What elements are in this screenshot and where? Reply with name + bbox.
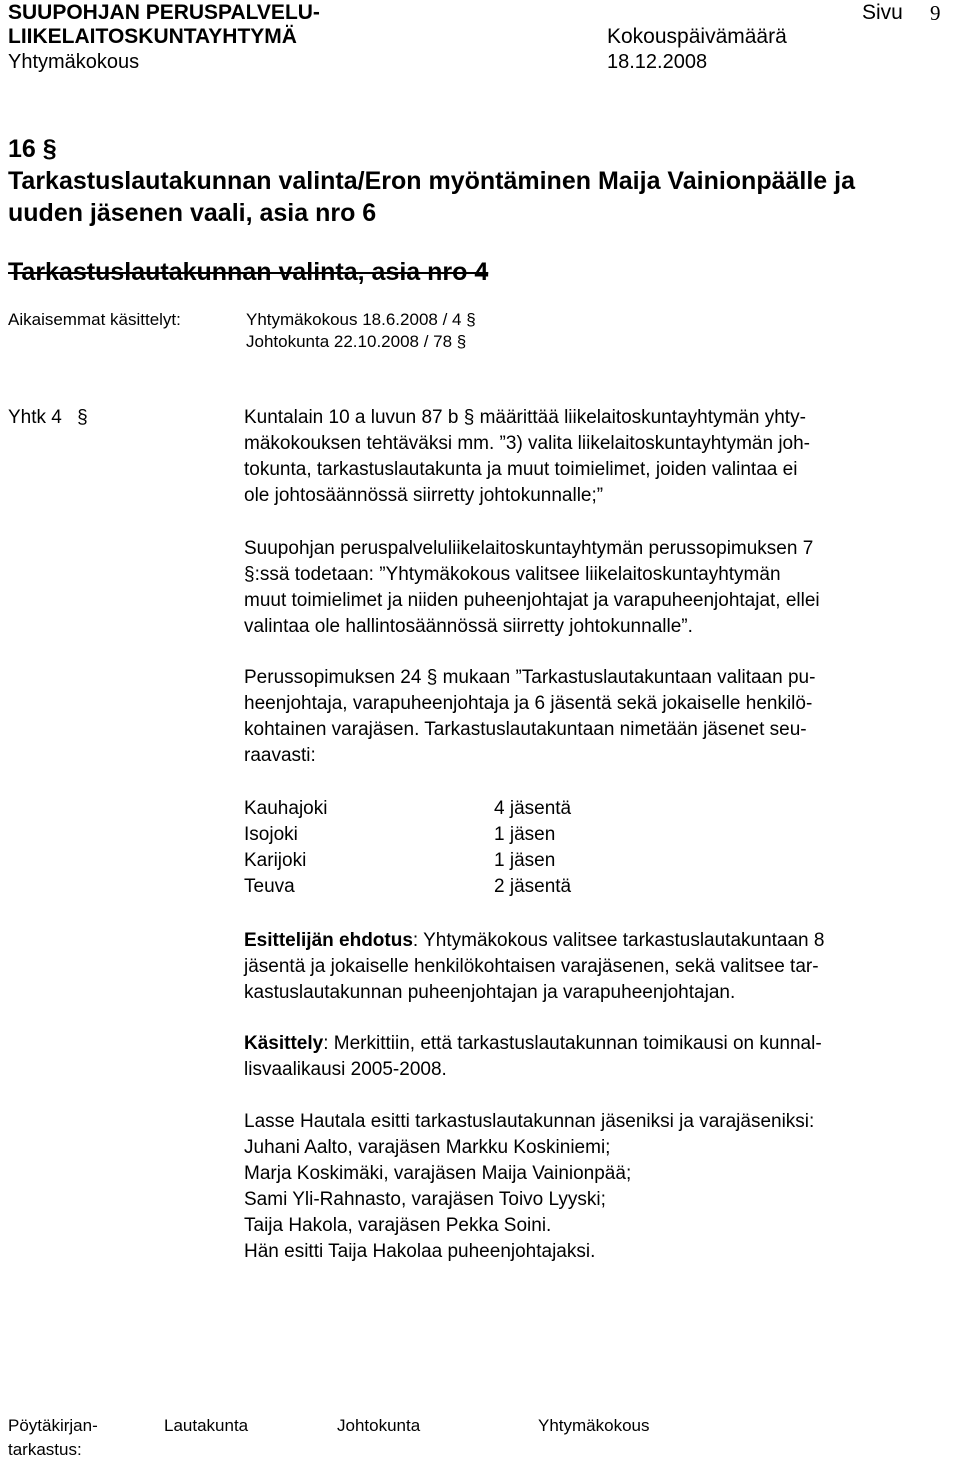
- section-sign-icon: §: [463, 407, 475, 428]
- allocation-municipality: Karijoki: [244, 850, 307, 871]
- section-sign-icon: §: [456, 332, 467, 351]
- section-sign-icon: §: [426, 667, 438, 688]
- allocation-count: 1 jäsen: [494, 850, 556, 871]
- handling-label: Käsittely: [244, 1033, 324, 1054]
- text-line: kastuslautakunnan puheenjohtajan ja varapuheenjohtajan.: [244, 982, 736, 1003]
- text-span: : Merkittiin, että tarkastuslautakunnan toimikausi on kunnal-: [323, 1033, 822, 1054]
- footer-board: Lautakunta: [164, 1416, 249, 1435]
- paragraph-composition: [244, 665, 944, 769]
- item-title-line2: uuden jäsenen vaali, asia nro 6: [8, 199, 377, 227]
- text-line: muut toimielimet ja niiden puheenjohtajat ja varapuheenjohtajat, ellei: [244, 590, 820, 611]
- paragraph-handling: [244, 1031, 944, 1083]
- text-line: mäkokouksen tehtäväksi mm. ”3) valita liikelaitoskuntayhtymän joh-: [244, 433, 811, 454]
- allocation-count: 2 jäsentä: [494, 876, 572, 897]
- section-sign-icon: §: [42, 135, 57, 163]
- text-line: raavasti:: [244, 745, 316, 766]
- reference-text: Yhtk 4: [8, 407, 62, 428]
- page-number: 9: [930, 1, 941, 25]
- text-line: jäsentä ja jokaiselle henkilökohtaisen varajäsenen, sekä valitsee tar-: [244, 956, 819, 977]
- item-number-value: 16: [8, 135, 36, 163]
- item-title-line1: Tarkastuslautakunnan valinta/Eron myöntäminen Maija Vainionpäälle ja: [8, 167, 855, 195]
- footer-assembly: Yhtymäkokous: [538, 1416, 650, 1435]
- page-label: Sivu: [862, 1, 903, 24]
- allocation-municipality: Isojoki: [244, 824, 298, 845]
- text-line: tokunta, tarkastuslautakunta ja muut toimielimet, joiden valintaa ei: [244, 459, 798, 480]
- nomination-line: Marja Koskimäki, varajäsen Maija Vainionpää;: [244, 1163, 632, 1184]
- org-name-line2: LIIKELAITOSKUNTAYHTYMÄ: [8, 25, 297, 48]
- struck-item-title: Tarkastuslautakunnan valinta, asia nro 4: [8, 258, 489, 286]
- text-line: heenjohtaja, varapuheenjohtaja ja 6 jäsentä sekä jokaiselle henkilö-: [244, 693, 813, 714]
- nomination-line: Taija Hakola, varajäsen Pekka Soini.: [244, 1215, 552, 1236]
- allocation-count: 4 jäsentä: [494, 798, 572, 819]
- previous-handling-label: Aikaisemmat käsittelyt:: [8, 310, 181, 329]
- meeting-date: 18.12.2008: [607, 51, 708, 73]
- item-number: [8, 133, 57, 165]
- previous-entry-1: [246, 309, 476, 331]
- date-label: Kokouspäivämäärä: [607, 25, 787, 48]
- text-span: mukaan ”Tarkastuslautakuntaan valitaan pu-: [442, 667, 816, 688]
- paragraph-legal-basis: [244, 405, 944, 509]
- paragraph-proposal: [244, 928, 944, 1006]
- footer-checker-line1: Pöytäkirjan-: [8, 1416, 98, 1435]
- nomination-line: Sami Yli-Rahnasto, varajäsen Toivo Lyyski;: [244, 1189, 606, 1210]
- footer-executive-board: Johtokunta: [337, 1416, 421, 1435]
- text-span: määrittää liikelaitoskuntayhtymän yhty-: [479, 407, 806, 428]
- previous-entry-2: [246, 331, 466, 353]
- text-line: Suupohjan peruspalveluliikelaitoskuntayhtymän perussopimuksen 7: [244, 538, 814, 559]
- footer-checker-line2: tarkastus:: [8, 1440, 82, 1459]
- text-line: kohtainen varajäsen. Tarkastuslautakuntaan nimetään jäsenet seu-: [244, 719, 807, 740]
- text-line: ole johtosäännössä siirretty johtokunnalle;”: [244, 485, 604, 506]
- allocation-municipality: Kauhajoki: [244, 798, 328, 819]
- paragraph-basic-agreement: [244, 536, 944, 640]
- section-sign-icon: §: [244, 564, 255, 585]
- text-span: :ssä todetaan: ”Yhtymäkokous valitsee liikelaitoskuntayhtymän: [254, 564, 781, 585]
- allocation-municipality: Teuva: [244, 876, 295, 897]
- meeting-body: Yhtymäkokous: [8, 51, 140, 73]
- nomination-line: Lasse Hautala esitti tarkastuslautakunnan jäseniksi ja varajäseniksi:: [244, 1111, 815, 1132]
- text-line: valintaa ole hallintosäännössä siirretty johtokunnalle”.: [244, 616, 693, 637]
- text-line: lisvaalikausi 2005-2008.: [244, 1059, 447, 1080]
- reference-label: [8, 405, 88, 431]
- previous-entry-text: Johtokunta 22.10.2008 / 78: [246, 332, 453, 351]
- text-span: : Yhtymäkokous valitsee tarkastuslautakuntaan 8: [412, 930, 825, 951]
- section-sign-icon: §: [77, 407, 88, 428]
- previous-entry-text: Yhtymäkokous 18.6.2008 / 4: [246, 310, 462, 329]
- proposal-label: Esittelijän ehdotus: [244, 930, 413, 951]
- section-sign-icon: §: [466, 310, 476, 329]
- nomination-line: Juhani Aalto, varajäsen Markku Koskiniemi;: [244, 1137, 611, 1158]
- org-name-line1: SUUPOHJAN PERUSPALVELU-: [8, 1, 320, 24]
- nomination-line: Hän esitti Taija Hakolaa puheenjohtajaksi.: [244, 1241, 596, 1262]
- text-span: Perussopimuksen 24: [244, 667, 422, 688]
- text-span: Kuntalain 10 a luvun 87 b: [244, 407, 459, 428]
- paragraph-nominations: [244, 1109, 944, 1265]
- allocation-count: 1 jäsen: [494, 824, 556, 845]
